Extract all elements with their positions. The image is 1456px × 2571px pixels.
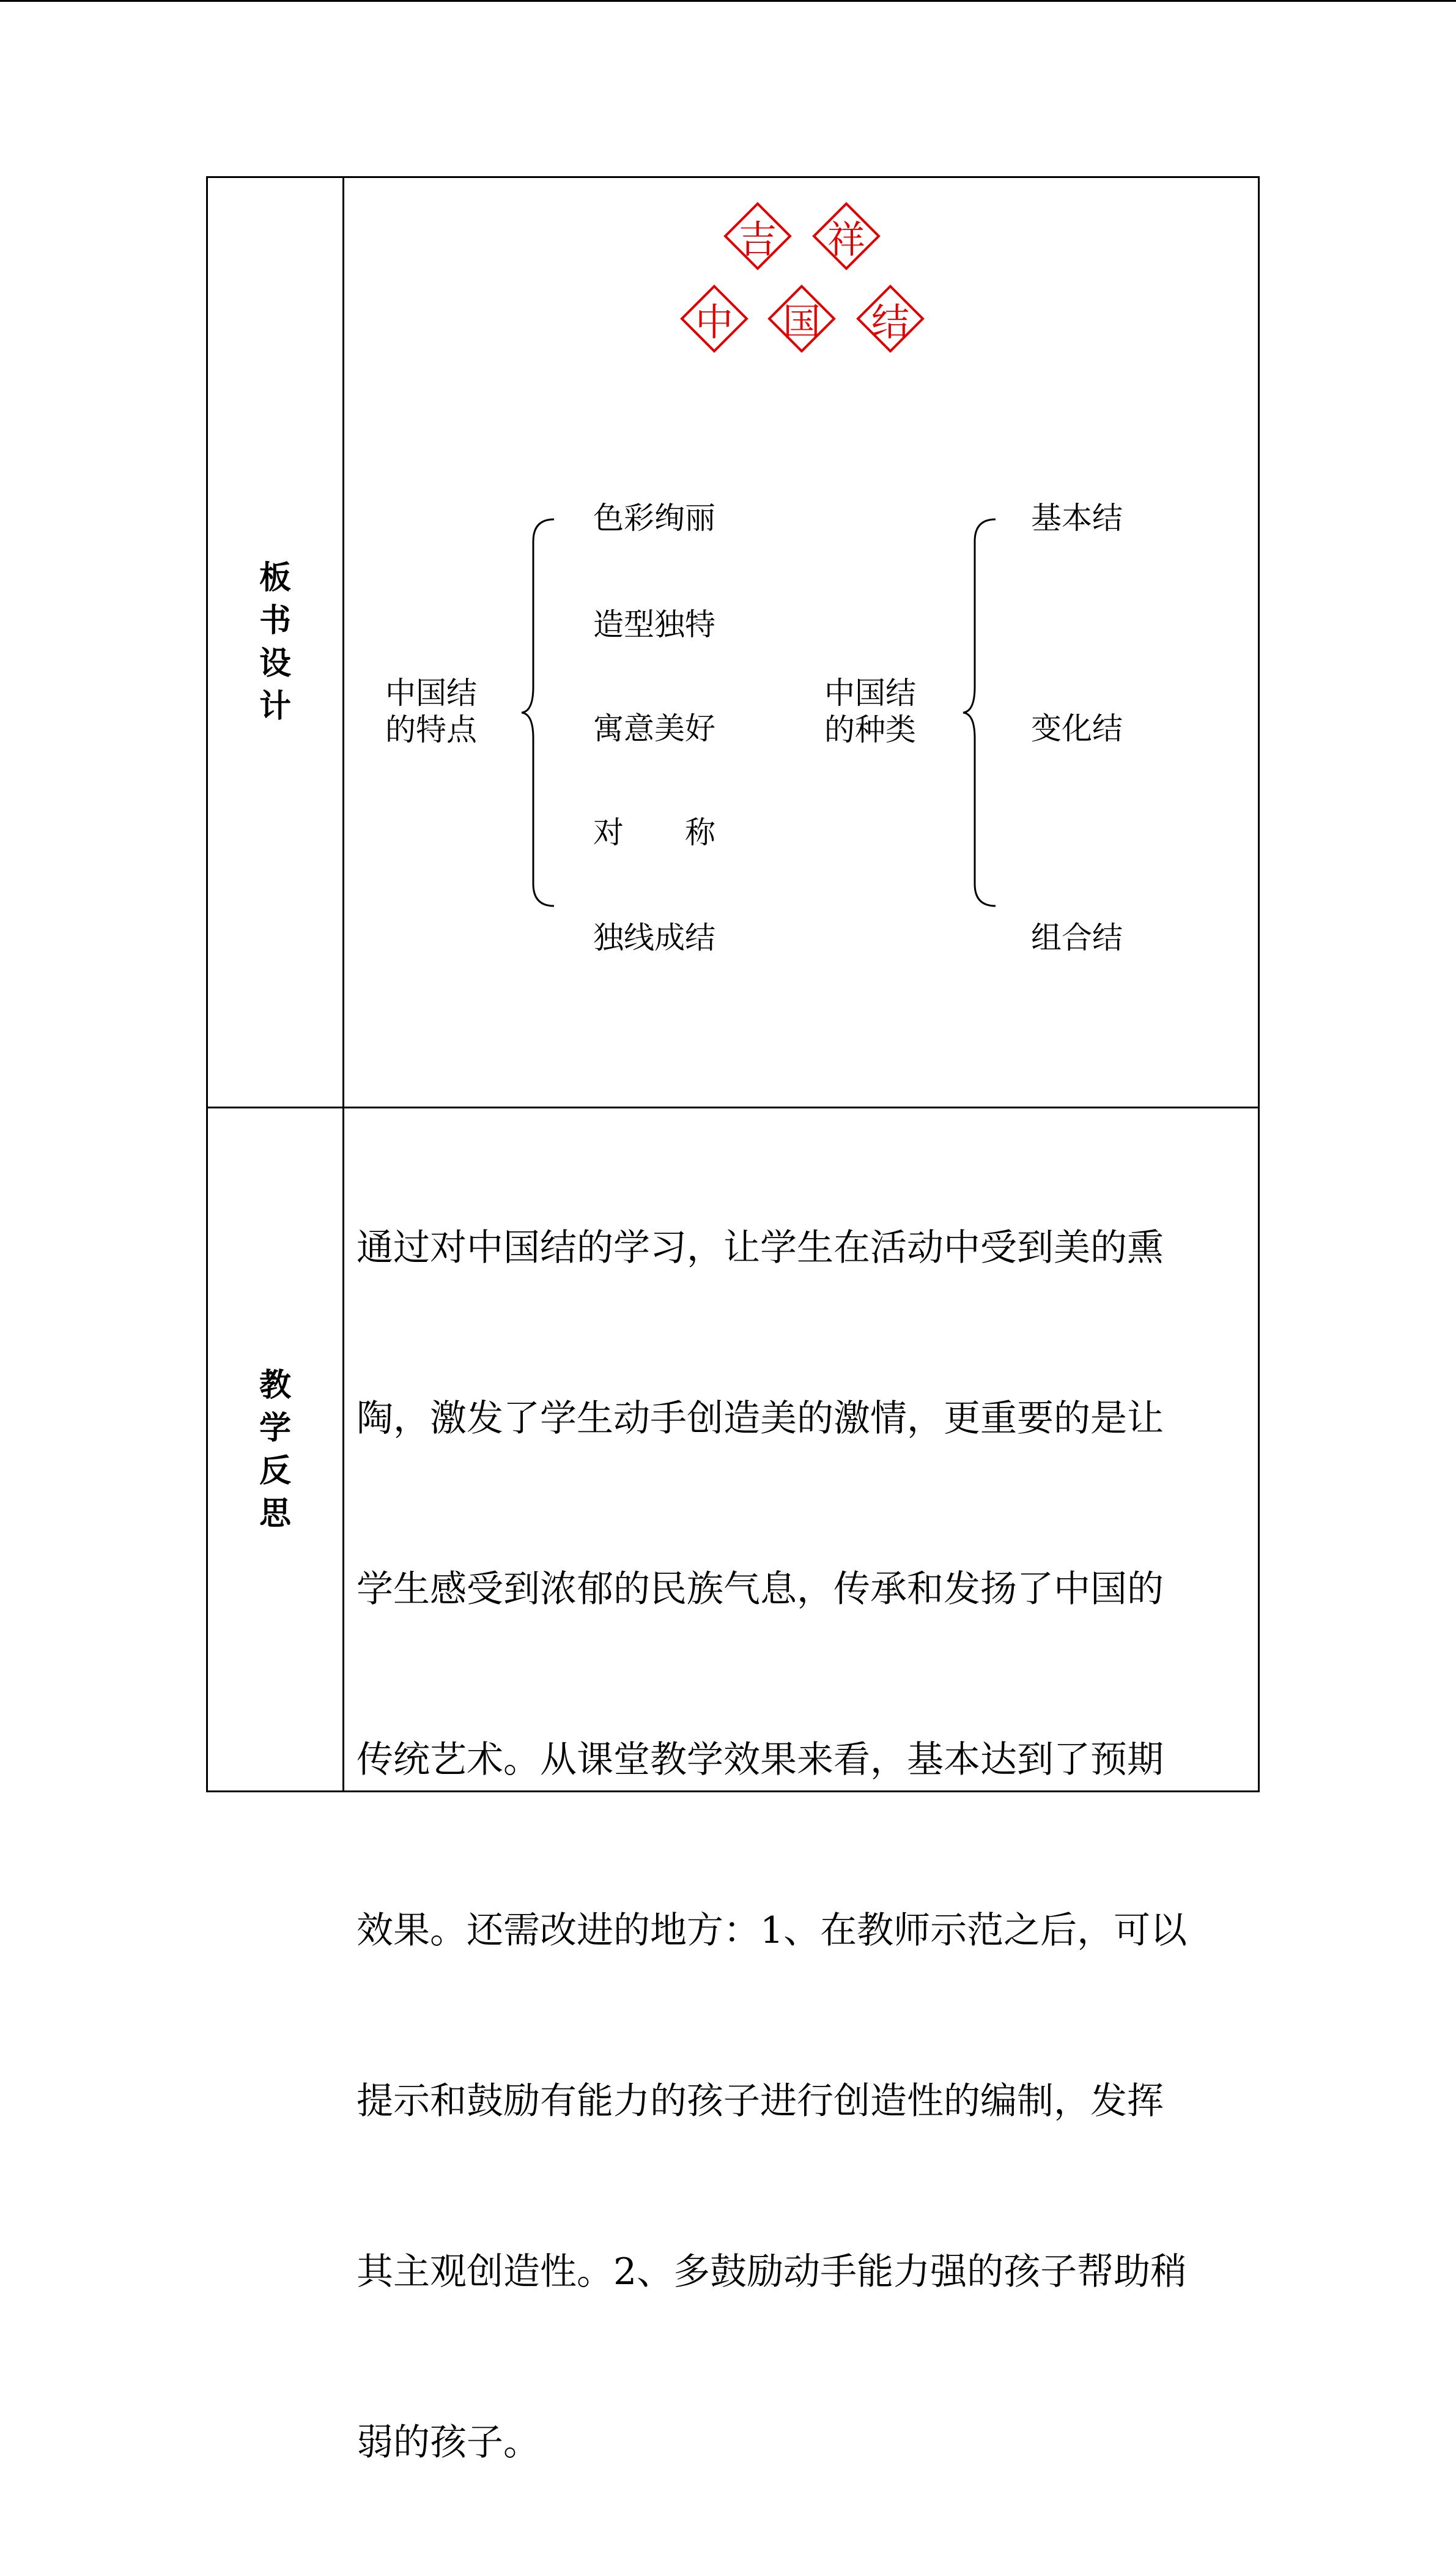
reflection-line: 效果。还需改进的地方：1、在教师示范之后，可以 <box>357 1909 1188 1952</box>
title-diamond <box>680 284 748 353</box>
reflection-line: 通过对中国结的学习，让学生在活动中受到美的熏 <box>357 1226 1164 1269</box>
reflection-line: 学生感受到浓郁的民族气息，传承和发扬了中国的 <box>357 1567 1164 1611</box>
left-brace-icon <box>961 517 998 908</box>
title-diamond <box>767 284 836 353</box>
label-char: 板 <box>259 560 291 596</box>
board-design-label <box>208 178 342 1107</box>
left-brace-icon <box>520 517 556 908</box>
type-item: 变化结 <box>1031 711 1123 746</box>
feature-item: 色彩绚丽 <box>593 500 715 536</box>
label-char: 教 <box>259 1367 291 1404</box>
lesson-plan-table <box>206 176 1260 2464</box>
row-divider <box>208 1107 1258 1108</box>
label-char: 设 <box>259 645 291 682</box>
feature-item: 造型独特 <box>593 607 715 642</box>
title-diamond <box>723 202 792 270</box>
reflection-line: 传统艺术。从课堂教学效果来看，基本达到了预期 <box>357 1738 1164 1781</box>
heading-line: 中国结 <box>824 675 916 711</box>
reflection-line: 陶，激发了学生动手创造美的激情，更重要的是让 <box>357 1397 1164 1440</box>
label-char: 学 <box>259 1409 291 1447</box>
title-char: 中 <box>695 299 733 344</box>
features-heading <box>385 675 477 748</box>
label-char: 书 <box>259 603 291 639</box>
title-diamond <box>856 284 925 353</box>
label-char: 反 <box>259 1452 291 1490</box>
reflection-text <box>357 1120 1243 2571</box>
title-char: 国 <box>782 299 821 344</box>
feature-item: 对 称 <box>593 815 715 850</box>
type-item: 组合结 <box>1031 920 1123 955</box>
title-char: 结 <box>871 299 909 344</box>
heading-line: 的种类 <box>824 712 916 748</box>
title-char: 吉 <box>738 217 777 262</box>
label-char: 计 <box>259 688 291 725</box>
feature-item: 独线成结 <box>593 920 715 955</box>
types-heading <box>824 675 916 748</box>
type-item: 基本结 <box>1031 500 1123 536</box>
title-diamond <box>812 202 881 270</box>
column-divider <box>342 178 344 1790</box>
page-top-rule <box>0 0 1456 2</box>
heading-line: 中国结 <box>385 675 477 711</box>
label-char: 思 <box>259 1495 291 1532</box>
heading-line: 的特点 <box>385 712 477 748</box>
teaching-reflection-label <box>208 1108 342 1790</box>
reflection-line: 弱的孩子。 <box>357 2421 540 2464</box>
title-char: 祥 <box>827 217 865 262</box>
reflection-line: 提示和鼓励有能力的孩子进行创造性的编制，发挥 <box>357 2079 1164 2123</box>
feature-item: 寓意美好 <box>593 711 715 746</box>
reflection-line: 其主观创造性。2、多鼓励动手能力强的孩子帮助稍 <box>357 2250 1188 2293</box>
